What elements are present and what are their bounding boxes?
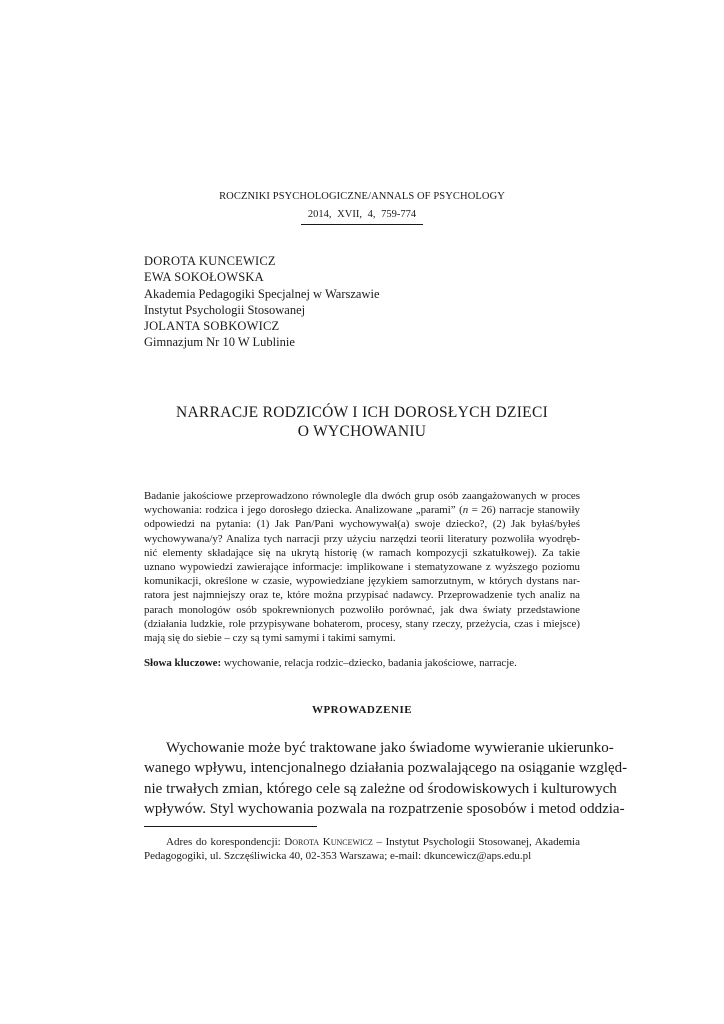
author-block: [144, 253, 380, 351]
keywords-text: wychowanie, relacja rodzic–dziecko, badania jakościowe, narracje.: [221, 657, 517, 669]
footnote-author-first: Dorota: [284, 836, 323, 848]
abstract-line: [144, 503, 580, 517]
affiliation: Instytut Psychologii Stosowanej: [144, 302, 306, 317]
abstract-line: wychowywana/y? Analiza tych narracji przy użyciu narzędzi teorii literatury pozwoliła wyodręb-: [144, 532, 580, 545]
abstract: [144, 489, 580, 645]
footnote-affiliation: – Instytut Psychologii Stosowanej, Akademia: [372, 836, 580, 848]
body-line: Wychowanie może być traktowane jako świadome wywieranie ukierunko-: [166, 740, 614, 756]
header-divider: [301, 224, 423, 225]
title-line: NARRACJE RODZICÓW I ICH DOROSŁYCH DZIECI: [175, 404, 549, 421]
abstract-line-text: = 26) narracje stanowiły: [468, 504, 580, 517]
abstract-line: mają się do siebie – czy są tymi samymi i takimi samymi.: [144, 631, 396, 644]
abstract-line: Badanie jakościowe przeprowadzono równolegle dla dwóch grup osób zaangażowanych w proces: [144, 490, 580, 502]
footnote-author-last: Kuncewicz: [322, 836, 373, 848]
abstract-line: odpowiedzi na pytania: (1) Jak Pan/Pani wychowywał(a) swoje dziecko?, (2) Jak byłaś/byłeś: [144, 518, 580, 531]
title-line: O WYCHOWANIU: [297, 422, 427, 440]
body-line: nie trwałych zmian, którego cele są zależne od środowiskowych i kulturowych: [144, 780, 617, 797]
author-name: JOLANTA SOBKOWICZ: [144, 319, 280, 334]
keywords: [144, 656, 580, 670]
abstract-line: komunikacji, określone w czasie, wypowiedziane językiem samorzutnym, w których dystans nar-: [144, 575, 580, 588]
author-name: EWA SOKOŁOWSKA: [144, 270, 264, 285]
affiliation: Gimnazjum Nr 10 W Lublinie: [144, 335, 295, 350]
keywords-label: Słowa kluczowe:: [144, 657, 222, 669]
abstract-line: uznano wypowiedzi zawierające informacje: implikowane i stematyzowane z wyższego poziomu: [144, 560, 580, 573]
body-line: wpływów. Styl wychowania pozwala na rozpatrzenie sposobów i metod oddzia-: [144, 800, 625, 817]
abstract-line: nić elementy składające się na ukrytą historię (w ramach kompozycji szkatułkowej). Za takie: [144, 546, 580, 559]
sample-size-symbol: n: [462, 504, 469, 517]
body-line: wanego wpływu, intencjonalnego działania pozwalającego na osiąganie względ-: [144, 760, 628, 777]
footnote-line: [144, 835, 580, 849]
footnote-divider: [144, 826, 317, 827]
journal-issue: 2014, XVII, 4, 759-774: [307, 209, 417, 220]
article-title: [0, 404, 724, 441]
abstract-line-text: wychowania: rodzica i jego dorosłego dziecka. Analizowane „parami” (: [144, 504, 463, 517]
footnote: [144, 835, 580, 864]
author-name: DOROTA KUNCEWICZ: [144, 254, 276, 268]
journal-name: ROCZNIKI PSYCHOLOGICZNE/ANNALS OF PSYCHOLOGY: [219, 191, 505, 202]
abstract-line: ratora jest najmniejszy oraz te, które można przypisać nadawcy. Przeprowadzenie tych analiz na: [144, 589, 580, 602]
abstract-line: parach monologów osób spokrewnionych pozwoliło porównać, jak dwa światy przedstawione: [144, 603, 580, 616]
footnote-line: Pedagogogiki, ul. Szczęśliwicka 40, 02-353 Warszawa; e-mail: dkuncewicz@aps.edu.pl: [144, 850, 532, 863]
section-heading: WPROWADZENIE: [311, 704, 413, 716]
abstract-line: (działania ludzkie, role przypisywane bohaterom, procesy, stany rzeczy, przeżycia, czas i miejsce): [144, 617, 580, 630]
body-paragraph: [144, 738, 628, 819]
affiliation: Akademia Pedagogiki Specjalnej w Warszawie: [144, 286, 380, 301]
footnote-prefix: Adres do korespondencji:: [166, 836, 285, 848]
